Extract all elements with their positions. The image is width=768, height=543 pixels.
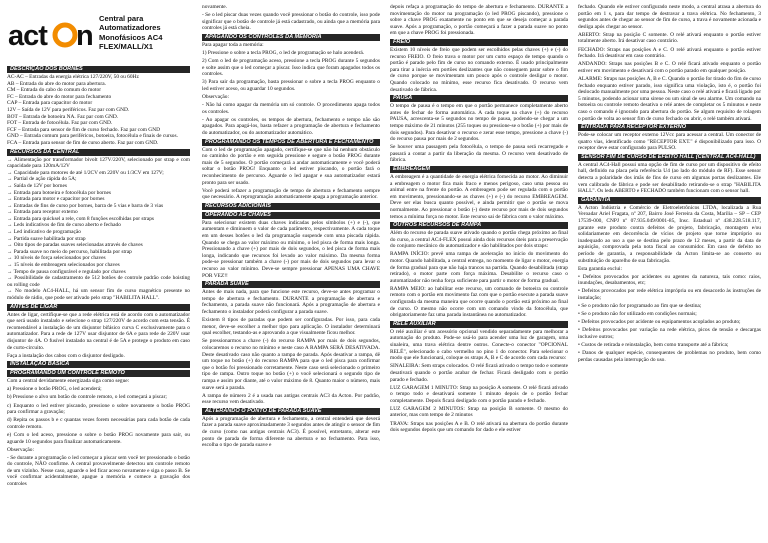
list-item: AC-AC – Entradas da energia elétrica 127/220V, 50 ou 60Hz [7,74,139,80]
section-heading: FREIO [390,39,568,46]
section-heading: PAUSA [390,95,568,102]
list-item: FCA – Entrada para sensor de fim de curso aberto. Faz par com GND. [7,139,159,146]
document-title [99,14,189,52]
list-item: → No modelo AC4-HALL, há um sensor fim de curso magnético presente no módulo de rádio, que pode ser ativado pelo strap "HABILITA HALL". [7,288,190,301]
list-item: → Tempo de pausa configurável e regulado por chaves [7,268,126,275]
title-line: Automatizadores [99,23,161,33]
list-item: → Entrada para motor e capacitor por bornes [7,196,105,203]
paragraph: 3) Para sair da programação, basta pressionar o sobre a tecla PROG enquanto o led estiver aceso, ou aguardar 10 segundos. [202,79,380,92]
list-item: → Leds indicativos de fim de curso aberto e fechado [7,222,121,229]
column-1 [7,4,190,489]
paragraph: • Defeitos provocados por acidente ou equipamentos acoplados ao produto; [578,319,741,326]
paragraph: d) Repita os passos b e c quantas vezes forem necessárias para cada botão de cada controle remoto. [7,417,190,430]
list-item: → Entrada para quicksel a rele, com 8 funções escolhidas por straps [7,215,154,222]
paragraph: A Acton Indústria e Comércio de Eletroeletrônicos LTDA, localizada a Rua Veroadar Ariel Fragata, nº 207, Bairro José Ferreira da Costa, Marília – SP – CEP 17539-000, CNPJ nº 07.935.049/0001-85, Insc. Estadual nº 438.228.518.117, garante este produto contra defeitos de projeto, fabricação, montagem e/ou solidariamente em decorrência de vícios de projeto que torne impróprio ou inadequado ao uso a que se destina pelo prazo de 12 meses, a partir da data de aquisição, comprovada pela nota fiscal ao consumidor. Em caso de defeito no período de garantia, a responsabilidade da Acton limita-se ao conserto ou substituição do aparelho de sua fabricação. [578,204,761,264]
list-item: BOT – Entrada de botoeira NA. Faz par com GND. [7,113,119,120]
list-item: → 10 níveis de força selecionados por chaves [7,255,106,262]
list-item: → Partial de ação rápida do 5A; [7,176,77,183]
column-content [578,4,761,363]
list-item: FC – Entrada do abre do motor para fechamento [7,93,112,100]
list-item: → Capacidade para motores de até 1/2CV em 220V ou 1/3CV em 127V; [7,169,164,176]
paragraph: Pode-se colocar um receptor externo 12Vcc para acessar a central. Um conector de quatro vias, identificado como "RECEPTOR EXT." é disponibilizado para isso. O receptor deve estar configurado para PULSO. [578,132,761,152]
paragraph: ALARME: Straps nas posições A, B e C. Quando o portão for tirado do fim de curso fechado enquanto estiver parado, isso significa uma violação, isto é, o portão foi deslocado manualmente por uma pessoa. Neste caso o relé ativará e ficará ligado por 5 minutos, podendo acionar uma sirene ou um sinal de seu alarme. Um comando na botoeira ou controle remoto desativa o relé antes de completar os 5 minutos e neste caso o comando é ignorado para abertura do portão. Se algum requisito de rolagem o portão de volta ao sensor fim de curso fechado ou abrir, o relé também ativará. [578,75,761,122]
list-item: → Led indicativo de programação [7,229,81,236]
item-list [7,157,190,302]
paragraph: c) Enquanto o led estiver piscando, pressione o sobre novamente o botão PROG para confirmar a gravação; [7,402,190,416]
list-item: → Saída de 12V por bornes [7,182,67,189]
column-4 [578,4,761,365]
paragraph: fechado. Quando ele estiver configurado neste modo, a central atrasa a abertura do portão em 1 s, para dar tempo de destravar a trava elétrica. No fechamento, 3 segundos antes de chegar ao sensor de fim de curso, a trava é novamente acionada e desliga após chegar ao sensor. [578,4,761,30]
paragraph: Existem 10 níveis de freio que podem ser escolhidos pelas chaves (+) e (-) do recurso FREIO. O freio trava o motor por um curto espaço de tempo quando o portão é parado pelo fim de curso no comando externo. É usado principalmente para tirar a inércia em portões deslizantes que não conseguem parar sobre o fim de curso porque se movimentam um pouco após o controle desligar o motor. Quando colocado no mínimo, esse recurso fica desativado. O recurso vem desativado de fábrica. [390,46,568,93]
list-item: GND – Entrada comum para periféricos, botoeira, fotocélula e finais de cursos. [7,133,178,140]
paragraph: Além do recurso de parada suave ativado quando o portão chega próximo ao final do curso, a central AC4-FLEX possui ainda dois recursos úteis para a preservação do conjunto mecânico do automatizador e são habilitados por dois straps: [390,230,568,250]
paragraph: FECHADO: Straps nas posições A e C. O relé ativará enquanto o portão estiver fechado. Irá desativar em caso contrário. [578,46,761,60]
paragraph: Para selecionar existem duas chaves indicadas pelos símbolos (+) e (-), que aumentam e diminuem o valor de cada parâmetro, respectivamente. A cada toque em um desses botões o led da programação suspende com uma piscada rápida. Quando se chega ao valor máximo ou mínimo, o led pisca de forma mais longa. Pressionando a chave (+) por mais de dois segundos, o led pisca de forma mais longa, indicando que recursos foi levado ao valor máximo. Da mesma forma pode-se pressionar também a chave (-) por mais de dois segundos para levar o recurso ao valor mínimo. Deve-se sempre pressionar APENAS UMA CHAVE POR VEZ!! [202,219,380,279]
paragraph: • Se o produto não for programado ao fim que se destina; [578,303,702,310]
section-heading: GARANTIA [578,197,761,204]
paragraph: A embreagem é a quantidade de energia elétrica fornecida ao motor. Ao diminuir a embreagem o motor fica mais fraco e menos perigoso, caso uma pessoa ou animal entre na frente do portão. A embreagem pode ser regulada com o portão em movimento, pressionando-se as chaves (+) e (-) do recurso EMBREAGEM. Deve ser elas busca quanto possível, e ainda permitir que o portão se mova normalmente. Ao pressionar o botão (-) deste recurso por mais de dois segundos temos a mínima força no motor. Este recurso sai de fábrica com o valor máximo. [390,173,568,220]
paragraph: RAMPA MEIO: ao habilitar este recurso, um comando de botoeira ou controle remoto com o portão em movimento faz com que o portão execute a parada suave configurada da mesma maneira que ocorre quando o portão está próximo ao final de curso. O mesmo não ocorre com um comando vindo da fotocélula, que obrigatoriamente faz uma parada instantânea no automatizador. [390,285,568,319]
paragraph: RAMPA INÍCIO: prevê uma rampa de aceleração no início do movimento do motor. Quando habilitada, a central entrega, no momento de ligar o motor, energia de forma gradual para que não haja trancos na partida. Quando desabilitada (strap retirado), o motor parte com força máxima. Desabilite o recurso caso o automatizador não tenha força suficiente para partir o motor de forma gradual. [390,251,568,284]
section-heading: DESCRIÇÃO DOS BORNES [7,66,190,73]
paragraph: 2) Com o led de programação aceso, pressione a tecla PROG durante 5 segundos e solte assim que o led começar a piscar. Isso indica que foram apagados todos os controles. [202,58,380,78]
list-item: FCF – Entrada para sensor de fim de curso fechado. Faz par com GND [7,126,160,133]
paragraph: • Defeitos provocados por variação na rede elétrica, picos de tensão e descargas inclusive outros; [578,327,761,341]
list-item: CM – Entrada do cabo do comum do motor [7,87,102,94]
list-item: → Entradas de fins de curso por bornes, barra de 5 vias e barra de 3 vias [7,202,164,209]
paragraph: novamente. [202,4,227,10]
paragraph: Se pressionarmos a chave (-) do recurso RAMPA por mais de dois segundos, colocaremos o recurso no mínimo e neste caso A RAMPA SERÁ DESATIVADA. Deste desativado caso não quanto a rampa de parada. Após desativar a rampa, dê um toque no botão (+) do recurso RAMPA para que o led pisca para confirmar que o botão foi pressionado corretamente. Neste caso será selecionado o primeiro tipo de rampa. Outro toque no botão (+) o você selecionará o segundo tipo de rampa e assim por diante, até o valor máximo de 8. Quanto maior o número, mais suave será a parada. [202,338,380,391]
section-heading: OPERANDO AS CHAVES [202,212,380,219]
paragraph: • Danos de qualquer espécie, consequentes de problemas no produto, bem como perdas causadas pela interrupção do uso. [578,350,761,363]
list-item: → Entrada para receptor externo [7,209,78,216]
paragraph: TRAVA: Straps nas posições A e B. O relé ativará na abertura do portão durante dois segundos depois que um comando for dado e ele estiver [390,420,568,434]
paragraph: • Se o produto não for utilizado em condições normais; [578,311,697,318]
paragraph: LUZ GARAGEM 2 MINUTOS: Strap na posição B somente. O mesmo do anterior, mas com tempo de 2 minutos [390,405,568,419]
paragraph: ANDANDO: Straps nas posições B e C. O relé ficará ativado enquanto o portão estiver em movimento e desativará com o portão parado em qualquer posição. [578,61,761,74]
paragraph: depois refaça a programação do tempo de abertura e fechamento. DURANTE a movimentação do motor na programação (o led PROG piscando), pressione o sobre a chave PROG exatamente no ponto em que se deseja começar a parada suave. Após a programação, o portão começará a fazer a parada suave no ponto em que a chave PROG foi pressionada. [390,4,568,37]
paragraph: Existem 8 tipos de paradas que podem ser configuradas. Por isso, para cada menor, deve-se escolher a melhor tipo para aplicação. O instalador determinará qual escolher, testando-as e aprovando a que visualmente ficou melhor. [202,317,380,337]
paragraph: e) Com o led aceso, pressione o sobre o botão PROG novamente para sair, ou aguarde 10 segundos para finalizar automaticamente. [7,431,190,445]
paragraph: Para apagar toda a memória: [202,41,264,48]
list-item: 12V – Saída de 12V para periféricos. Faz par com GND. [7,106,130,113]
list-item: → Parada suave no meio do percurso, habilitada por strap [7,248,132,255]
paragraph: Antes de ligar, certifique-se que a rede elétrica está de acordo com o automatizador que será usado instalado e selecione o strap 127/220V de acordo com esta tensão. É recomendável a instalação de um disjuntor bifásico curva C exclusivamente para o automatizador. Para a rede de 127V usar disjuntor de 6A e para rede de 220V usar disjuntor de 4A. O fusível instalado na central é de 5A e protege o produto em caso de curto-circuito. [7,311,190,351]
paragraph: O relé auxiliar é um acessório opcional vendido separadamente para melhorar a automação do produto. Pode-se usá-lo para acender uma luz de garagem, uma sinaleira, uma trava elétrica dentre outros. Conecte-o conector "OPCIONAL RELÉ", selecionado o cabo vermelho no pino 1 do conector. Para selecionar o modo que ele funcionará, coloque os straps A, B e C de acordo com cada recurso: [390,328,568,362]
svg-text:n: n [76,20,94,52]
paragraph: A rampa de número 2 é a usada nas antigas centrais AC3 da Acton. Por padrão, esse recurso vem desativado. [202,392,380,406]
list-item: → Possibilidade de cadastramento de 512 botões de controle padrão code hoisting ou rolling code [7,275,190,288]
section-heading: ALTERANDO O PONTO DE PARADA SUAVE [202,408,380,415]
column-content [390,4,568,434]
section-heading: RECURSOS ADICIONAIS [202,203,380,210]
paragraph: ABERTO: Strap na posição C somente. O relé ativará enquanto o portão estiver totalmente aberto. Irá desativar caso contrário. [578,31,761,45]
list-item: CAP – Entrada para capacitor do motor [7,100,93,107]
paragraph: Antes de mais nada, para que funcione este recurso, deve-se antes programar o tempo de abertura e fechamento. DURANTE a programação de abertura e fechamento, a parada suave não funcionará. Após a programação de abertura e fechamento o instalador poderá configurar a parada suave. [202,289,380,315]
paragraph: • Defeitos provocados por rede elétrica imprópria ou em desacordo às instruções de instalação; [578,288,761,302]
section-heading: SENSOR FIM DE CURSO DE EFEITO HALL (CENTRAL AC4-HALL) [578,154,761,161]
paragraph: • Custos de retirada e reinstalação, bem como transporte até a fábrica; [578,342,729,349]
svg-text:act: act [8,20,47,52]
list-item: → Alimentação por transformador bivolt 127V/220V, selecionado por strap e com capacidade para 120mA/12V [7,156,190,170]
paragraph: Após a programação de abertura e fechamento, a central entenderá que deverá fazer a parada suave aproximadamente 3 segundos antes de atingir o sensor de fim de curso (como nas antigas centrais AC3). É possível, entretanto, alterar este ponto de parada de forma diferente na abertura e no fechamento. Para isso, escolha o tipo de parada suave e [202,415,380,449]
paragraph: Esta garantia exclui: [578,265,623,272]
section-heading: INSTALAÇÃO BÁSICA [7,361,190,368]
paragraph: A central AC4-Hall possui uma opção de fim de curso por um dispositivo de efeito hall, definido na placa pela referência U4 (ao lado do módulo de RF). Esse sensor detecta a polaridade dos imãs de fins de curso em algumas portas deslizantes. Ele vem calibrado de fábrica e pode ser desabilitado retirando-se o strap "HABILITA HALL". Os leds ABERTO e FECHADO também funcionam com o sensor hall. [578,161,761,195]
item-list [7,74,190,147]
paragraph: - Se o led piscar duas vezes quando você pressionar o botão do controle, isso pode significar que o botão de controle já está cadastrado, ou ainda que a memória para controles já está cheia. [202,12,380,32]
header [7,4,190,60]
paragraph: Observação: [202,94,229,101]
column-3 [390,4,568,435]
column-content [7,66,190,488]
column-content [202,4,380,449]
paragraph: - Ao apagar os controles, os tempos de abertura, fechamento e tempo não são apagados. Para apagá-los, basta refazer a programação de abertura e fechamento do automatizador, ou do automatizador automático. [202,116,380,136]
title-line: Central para [99,14,144,23]
section-heading: RELÉ AUXILIAR [390,321,568,328]
section-heading: RECURSOS DA CENTRAL [7,149,190,156]
title-line: FLEX/MALL/X1 [99,42,154,52]
paragraph: a) Pressione o botão PROG, o led acenderá; [7,386,102,393]
section-heading: EMBREAGEM [390,166,568,173]
title-line: Monofásicos AC4 [99,32,163,42]
list-item: → Oito tipos de paradas suaves selecionadas através de chaves [7,242,143,249]
section-heading: ENTRADA PARA RECEPTOR EXTERNO [578,124,761,131]
paragraph: Se houver uma passagem pela fotocélula, o tempo de pausa será recarregado e passará a contar a partir da liberação da mesma. O recurso vem desativado de fábrica. [390,144,568,164]
paragraph: 1) Pressione o sobre a tecla PROG, o led de programação se halo acenderá. [202,49,365,56]
section-heading: PROGRAMANDO UM CONTROLE REMOTO [7,370,190,377]
paragraph: b) Pressione o alvo um botão do controle remoto, o led começará a piscar; [7,394,167,401]
list-item: → Entrada para botoeira e fotocélula por bornes [7,189,112,196]
paragraph: Faça a instalação dos cabos com o disjuntor desligado. [7,352,125,359]
column-2 [202,4,380,450]
section-heading: PARADA SUAVE [202,281,380,288]
section-heading: APAGANDO OS CONTROLES DA MEMÓRIA [202,34,380,41]
list-item: AB – Entrada do abre do motor para abertura. [7,80,106,87]
paragraph: O tempo de pausa é o tempo em que o portão permanece completamente aberto antes de fechar de forma automática. A cada toque na chave (+) do recurso PAUSA, acrescenta-se 5 segundos no tempo de pausa, podendo-se chegar a um tempo máximo de 21 minutos (255 toques ou pressione-se o botão (+) por mais de dois segundos). Para desativar o recurso e zerar esse tempo, pressione a chave (-) do recurso pausa por mais de 2 segundos. [390,103,568,143]
acton-logo [8,14,96,54]
paragraph: • Defeitos provocados por acidentes ou agentes da natureza, tais como: raios, inundações, desabamentos, etc; [578,273,761,287]
paragraph: Com a central devidamente energizada siga como segue: [7,378,130,385]
paragraph: LUZ GARAGEM 1 MINUTO: Strap na posição A somente. O relé ficará ativado o tempo todo e desativará somente 1 minuto depois de o portão fechar completamente. Depois ficará desligado com o portão parado e fechado. [390,384,568,404]
list-item: → 15 níveis de embreagem selecionados por chaves [7,262,120,269]
section-heading: OUTROS RECURSOS DE RAMPA [390,222,568,229]
paragraph: Você poderá refazer a programação de tempo de abertura e fechamento sempre que necessário. A reprogramação automaticamente apaga a programação anterior. [202,187,380,201]
paragraph: - Não há como apagar da memória um só controle. O procedimento apaga todos os controles. [202,102,380,115]
section-heading: ANTES DE LIGAR [7,304,190,311]
list-item: → Partida suave habilitada por strap [7,235,86,242]
paragraph: Com o led de programação apagado, certifique-se que não há nenhum obstáculo no caminho do portão e em seguida pressione e segure o botão PROG durante mais de 5 segundos. O portão começará a andar automaticamente e você poderá soltar o botão PROG! Enquanto o led estiver piscando, o portão fará o reconhecimento de percurso. Aguarde o led apagar e sua automatizador estará pronto para ser usado. [202,146,380,186]
section-heading: PROGRAMANDO OS TEMPOS DE ABERTURA E FECHAMENTO [202,139,380,146]
list-item: FOT – Entrada de fotocélula. Faz par com GND. [7,120,113,127]
paragraph: - Se durante a programação o led começar a piscar sem você ter pressionado o botão do controle, NÃO confirme. A central provavelmente detectou um controle remoto de um vizinho. Nesse caso, aguarde o led ficar aceso novamente e siga o passo B. Se você confirmar acidentalmente, apague a memória e comece a gravação dos controles [7,454,190,488]
paragraph: Observação: [7,446,34,453]
paragraph: SINALEIRA: Sem straps colocados. O relé ficará ativado o tempo todo e somente desativará quando o portão acabar de fechar. Ficará desligado com o portão parado e fechado. [390,363,568,383]
